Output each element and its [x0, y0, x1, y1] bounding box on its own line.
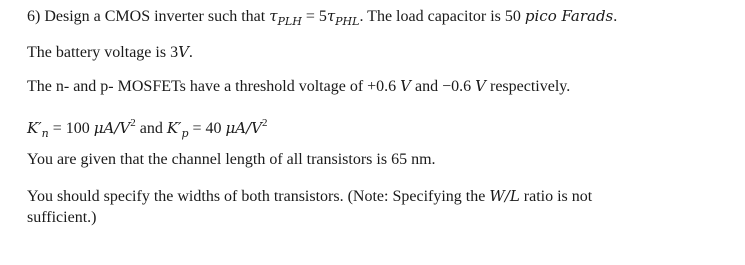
wl-ratio: W/L: [489, 187, 520, 205]
prime-mark: ′: [38, 119, 42, 137]
problem-text: .: [188, 44, 193, 61]
problem-line-2: [27, 42, 193, 63]
problem-text: and −0.6: [411, 78, 476, 95]
problem-text: The battery voltage is 3: [27, 44, 179, 61]
problem-line-7: [27, 208, 96, 228]
tau-symbol: τ: [269, 7, 278, 25]
tau-subscript-plh: PLH: [277, 15, 302, 28]
problem-text: You are given that the channel length of all transistors is 65 nm.: [27, 151, 436, 168]
problem-text: respectively.: [485, 78, 571, 95]
kn-subscript: n: [41, 127, 49, 140]
equation-text: = 5: [301, 8, 327, 25]
tau-subscript-phl: PHL: [335, 15, 360, 28]
problem-line-3: [27, 76, 570, 97]
problem-text: . The load capacitor is 50: [359, 8, 525, 25]
kp-subscript: p: [181, 127, 189, 140]
problem-text: You should specify the widths of both transistors. (Note: Specifying the: [27, 188, 490, 205]
problem-line-1: [27, 6, 617, 32]
volt-unit: V: [400, 77, 412, 95]
superscript: 2: [262, 117, 268, 129]
equation-text: = 40: [188, 120, 226, 137]
problem-line-5: [27, 150, 436, 170]
problem-text: The n- and p- MOSFETs have a threshold voltage of +0.6: [27, 78, 401, 95]
kn-symbol: K: [27, 119, 39, 137]
problem-text: ratio is not: [519, 188, 593, 205]
superscript: 2: [130, 117, 136, 129]
capacitance-units: pico Farads: [524, 7, 614, 25]
problem-line-4: [27, 113, 268, 144]
unit-text: μA/V: [225, 119, 262, 137]
problem-text: sufficient.): [27, 209, 97, 226]
volt-unit: V: [475, 77, 486, 95]
problem-text: .: [613, 8, 618, 25]
unit-text: μA/V: [93, 119, 131, 137]
volt-unit: V: [178, 43, 189, 61]
kp-symbol: K: [166, 119, 179, 137]
problem-text: and: [135, 120, 167, 137]
problem-line-6: [27, 186, 592, 207]
problem-text: 6) Design a CMOS inverter such that: [27, 8, 270, 25]
tau-symbol: τ: [326, 7, 336, 25]
prime-mark: ′: [178, 119, 182, 137]
equation-text: = 100: [48, 120, 94, 137]
